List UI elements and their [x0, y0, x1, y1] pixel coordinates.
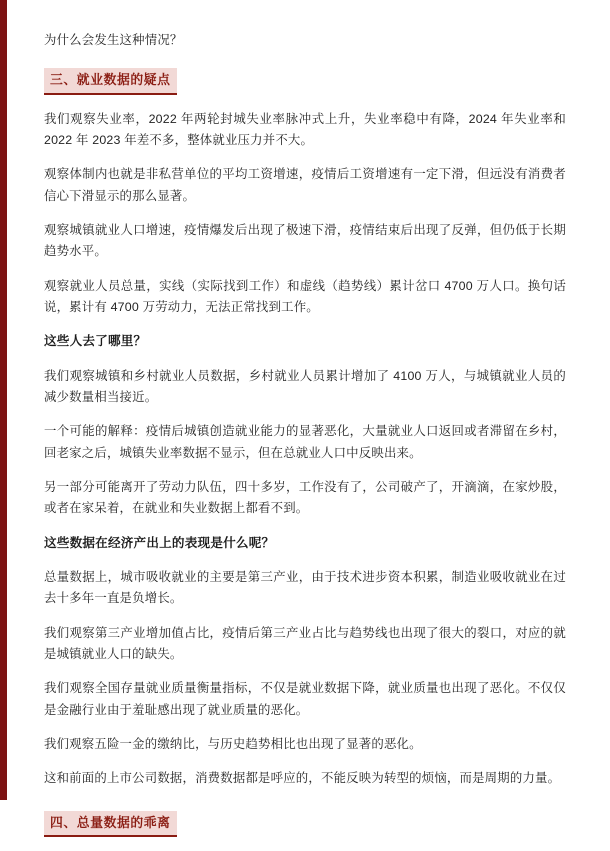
section-heading-wrapper — [44, 64, 566, 108]
paragraph: 我们观察五险一金的缴纳比，与历史趋势相比也出现了显著的恶化。 — [44, 736, 422, 751]
section-heading-wrapper — [44, 807, 566, 851]
paragraph: 观察体制内也就是非私营单位的平均工资增速，疫情后工资增速有一定下滑，但远没有消费者信心下滑显示的那么显著。 — [44, 167, 566, 203]
subheading-where-did-they-go: 这些人去了哪里？ — [44, 334, 147, 349]
document-content — [44, 30, 566, 851]
paragraph: 我们观察全国存量就业质量衡量指标，不仅是就业数据下降，就业质量也出现了恶化。不仅仅是金融行业由于羞耻感出现了就业质量的恶化。 — [44, 681, 566, 717]
section-heading-3: 三、就业数据的疑点 — [44, 68, 177, 94]
paragraph: 我们观察城镇和乡村就业人员数据，乡村就业人员累计增加了 4100 万人，与城镇就业人员的减少数量相当接近。 — [44, 368, 566, 404]
subheading-economic-output: 这些数据在经济产出上的表现是什么呢？ — [44, 535, 275, 550]
page-left-accent-bar — [0, 0, 7, 800]
paragraph: 为什么会发生这种情况？ — [44, 33, 183, 47]
paragraph: 一个可能的解释：疫情后城镇创造就业能力的显著恶化，大量就业人口返回或者滞留在乡村，回老家之后，城镇失业率数据不显示，但在总就业人口中反映出来。 — [44, 424, 566, 460]
paragraph: 这和前面的上市公司数据，消费数据都是呼应的，不能反映为转型的烦恼，而是周期的力量。 — [44, 771, 561, 786]
section-heading-4: 四、总量数据的乖离 — [44, 811, 177, 837]
paragraph: 我们观察失业率，2022 年两轮封城失业率脉冲式上升，失业率稳中有降，2024 年失业率和 2022 年 2023 年差不多，整体就业压力并不大。 — [44, 111, 566, 147]
paragraph: 另一部分可能离开了劳动力队伍，四十多岁，工作没有了，公司破产了，开滴滴，在家炒股，或者在家呆着，在就业和失业数据上都看不到。 — [44, 479, 566, 516]
paragraph: 观察就业人员总量，实线（实际找到工作）和虚线（趋势线）累计岔口 4700 万人口。换句话说，累计有 4700 万劳动力，无法正常找到工作。 — [44, 278, 566, 314]
paragraph: 观察城镇就业人口增速，疫情爆发后出现了极速下滑，疫情结束后出现了反弹，但仍低于长期趋势水平。 — [44, 222, 566, 259]
paragraph: 我们观察第三产业增加值占比，疫情后第三产业占比与趋势线也出现了很大的裂口，对应的就是城镇就业人口的缺失。 — [44, 625, 566, 661]
paragraph: 总量数据上，城市吸收就业的主要是第三产业，由于技术进步资本积累，制造业吸收就业在过去十多年一直是负增长。 — [44, 570, 566, 606]
